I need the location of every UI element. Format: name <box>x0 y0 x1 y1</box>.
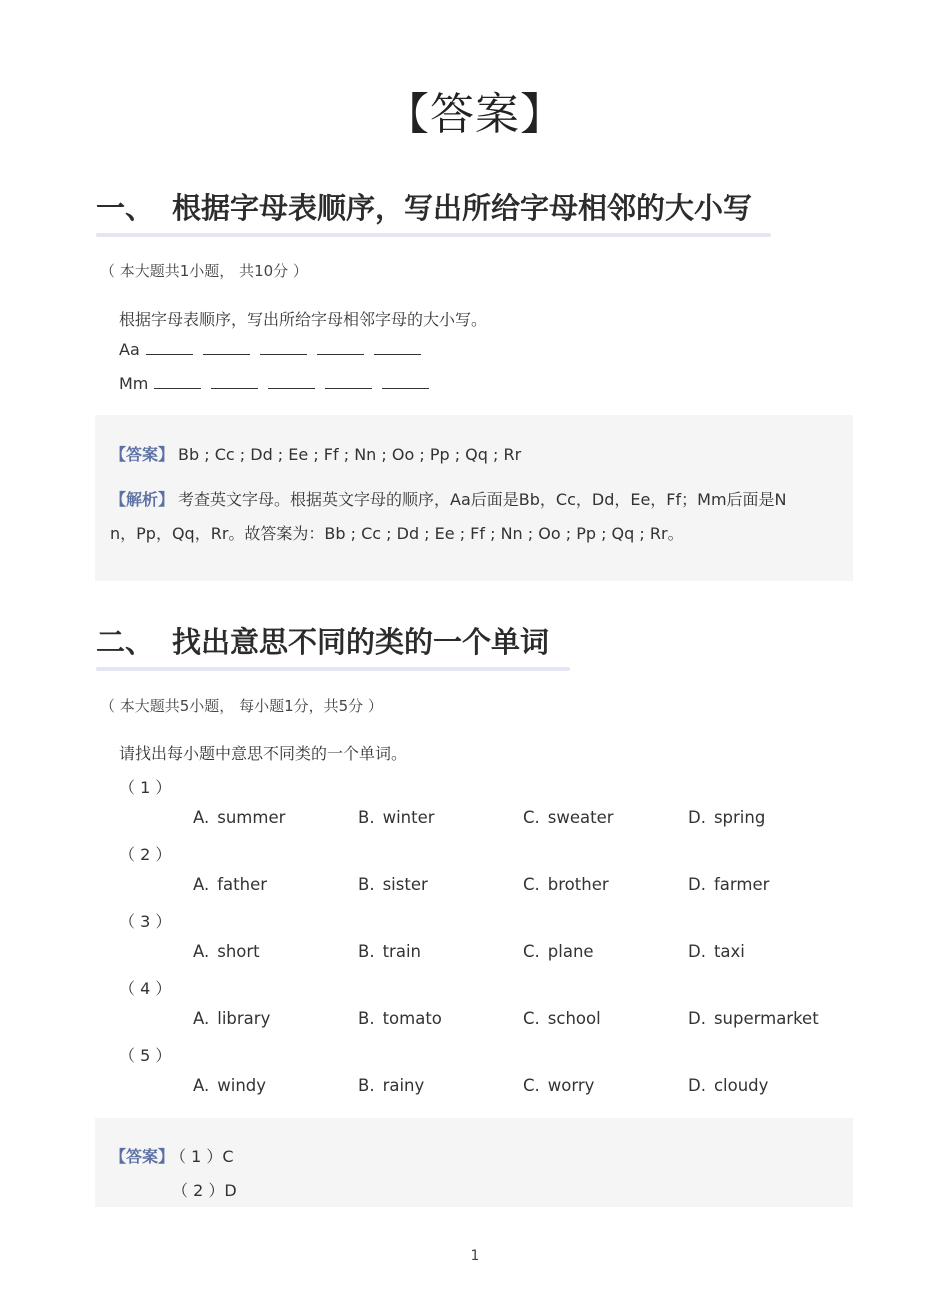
answer-blank[interactable] <box>382 374 429 389</box>
option-b[interactable] <box>358 875 428 894</box>
page-title: 【答案】 <box>385 89 565 140</box>
option-text: farmer <box>713 875 770 894</box>
answer-blank[interactable] <box>374 340 421 355</box>
option-a[interactable] <box>193 875 267 894</box>
section1-meta: （ 本大题共1小题， 共10分 ） <box>100 262 308 280</box>
option-d[interactable] <box>688 1009 819 1028</box>
section2-instruction: 请找出每小题中意思不同类的一个单词。 <box>119 744 408 763</box>
answer-blank[interactable] <box>146 340 193 355</box>
page-number: 1 <box>470 1248 480 1264</box>
option-letter: B. <box>358 1076 375 1095</box>
answer-blank[interactable] <box>154 374 201 389</box>
option-d[interactable] <box>688 942 745 961</box>
option-text: father <box>217 875 268 894</box>
option-letter: C. <box>523 1076 540 1095</box>
option-d[interactable] <box>688 808 765 827</box>
option-letter: A. <box>193 1009 210 1028</box>
option-text: supermarket <box>713 1009 819 1028</box>
answer-blank[interactable] <box>211 374 258 389</box>
option-text: short <box>217 942 260 961</box>
section2-answer-2: （ 2 ）D <box>172 1181 237 1200</box>
option-text: cloudy <box>713 1076 769 1095</box>
section2-answer-box <box>95 1118 853 1207</box>
line2-prefix: Mm <box>119 374 149 393</box>
section1-analysis-line2: n，Pp，Qq，Rr。故答案为：Bb ; Cc ; Dd ; Ee ; Ff ; Nn ; Oo ; Pp ; Qq ; Rr。 <box>110 524 684 543</box>
option-letter: A. <box>193 1076 210 1095</box>
question-label: （ 3 ） <box>119 912 172 931</box>
question-label: （ 4 ） <box>119 979 172 998</box>
question-label: （ 5 ） <box>119 1046 172 1065</box>
answer-text: Bb ; Cc ; Dd ; Ee ; Ff ; Nn ; Oo ; Pp ; Qq ; Rr <box>178 445 522 464</box>
option-letter: C. <box>523 1009 540 1028</box>
option-letter: B. <box>358 808 375 827</box>
option-a[interactable] <box>193 1076 266 1095</box>
option-letter: C. <box>523 808 540 827</box>
option-text: taxi <box>713 942 745 961</box>
section1-instruction: 根据字母表顺序，写出所给字母相邻字母的大小写。 <box>119 310 488 329</box>
letter-line-mm <box>119 374 429 393</box>
option-text: library <box>217 1009 271 1028</box>
option-a[interactable] <box>193 942 260 961</box>
answer-blank[interactable] <box>317 340 364 355</box>
answer-tag: 【答案】 <box>110 445 175 464</box>
option-b[interactable] <box>358 1009 442 1028</box>
option-c[interactable] <box>523 1076 594 1095</box>
option-text: rainy <box>382 1076 425 1095</box>
option-d[interactable] <box>688 1076 768 1095</box>
section1-answer-box <box>95 415 853 581</box>
section1-number: 一、 <box>96 191 155 225</box>
option-c[interactable] <box>523 808 614 827</box>
section2-meta: （ 本大题共5小题， 每小题1分，共5分 ） <box>100 697 383 715</box>
option-text: windy <box>217 1076 267 1095</box>
option-letter: D. <box>688 1009 706 1028</box>
option-letter: D. <box>688 808 706 827</box>
line1-prefix: Aa <box>119 340 140 359</box>
option-letter: A. <box>193 875 210 894</box>
option-text: worry <box>547 1076 595 1095</box>
section2-heading-text: 找出意思不同的类的一个单词 <box>172 625 550 659</box>
section1-analysis-line1 <box>110 487 787 510</box>
letter-line-aa <box>119 340 421 359</box>
section2-heading <box>96 620 549 661</box>
option-letter: D. <box>688 875 706 894</box>
analysis-tag: 【解析】 <box>110 490 175 509</box>
option-text: sweater <box>547 808 614 827</box>
option-text: train <box>382 942 421 961</box>
option-a[interactable] <box>193 1009 270 1028</box>
answer-item: （ 1 ）C <box>178 1147 234 1166</box>
option-letter: B. <box>358 875 375 894</box>
analysis-text-1: 考查英文字母。根据英文字母的顺序，Aa后面是Bb，Cc，Dd，Ee，Ff；Mm后面是N <box>178 490 787 509</box>
option-text: brother <box>547 875 609 894</box>
option-text: plane <box>547 942 594 961</box>
option-letter: A. <box>193 942 210 961</box>
section1-answer <box>110 442 521 465</box>
question-label: （ 2 ） <box>119 845 172 864</box>
section2-underline <box>96 667 570 671</box>
option-text: sister <box>382 875 428 894</box>
option-letter: B. <box>358 942 375 961</box>
option-letter: D. <box>688 1076 706 1095</box>
option-b[interactable] <box>358 808 435 827</box>
option-letter: B. <box>358 1009 375 1028</box>
option-letter: D. <box>688 942 706 961</box>
question-label: （ 1 ） <box>119 778 172 797</box>
option-b[interactable] <box>358 1076 424 1095</box>
answer-blank[interactable] <box>260 340 307 355</box>
option-text: spring <box>713 808 766 827</box>
option-letter: A. <box>193 808 210 827</box>
option-c[interactable] <box>523 942 594 961</box>
answer-blank[interactable] <box>268 374 315 389</box>
section1-underline <box>96 233 771 237</box>
option-letter: C. <box>523 875 540 894</box>
option-text: tomato <box>382 1009 442 1028</box>
answer-blank[interactable] <box>325 374 372 389</box>
section2-answer-1 <box>110 1144 234 1167</box>
answer-tag: 【答案】 <box>110 1147 175 1166</box>
answer-blank[interactable] <box>203 340 250 355</box>
option-text: winter <box>382 808 435 827</box>
option-b[interactable] <box>358 942 421 961</box>
option-c[interactable] <box>523 875 609 894</box>
option-a[interactable] <box>193 808 285 827</box>
section2-number: 二、 <box>96 625 155 659</box>
section1-heading-text: 根据字母表顺序，写出所给字母相邻的大小写 <box>172 191 753 225</box>
option-c[interactable] <box>523 1009 601 1028</box>
option-text: summer <box>217 808 286 827</box>
section1-heading <box>96 186 752 227</box>
option-d[interactable] <box>688 875 769 894</box>
option-text: school <box>547 1009 601 1028</box>
option-letter: C. <box>523 942 540 961</box>
